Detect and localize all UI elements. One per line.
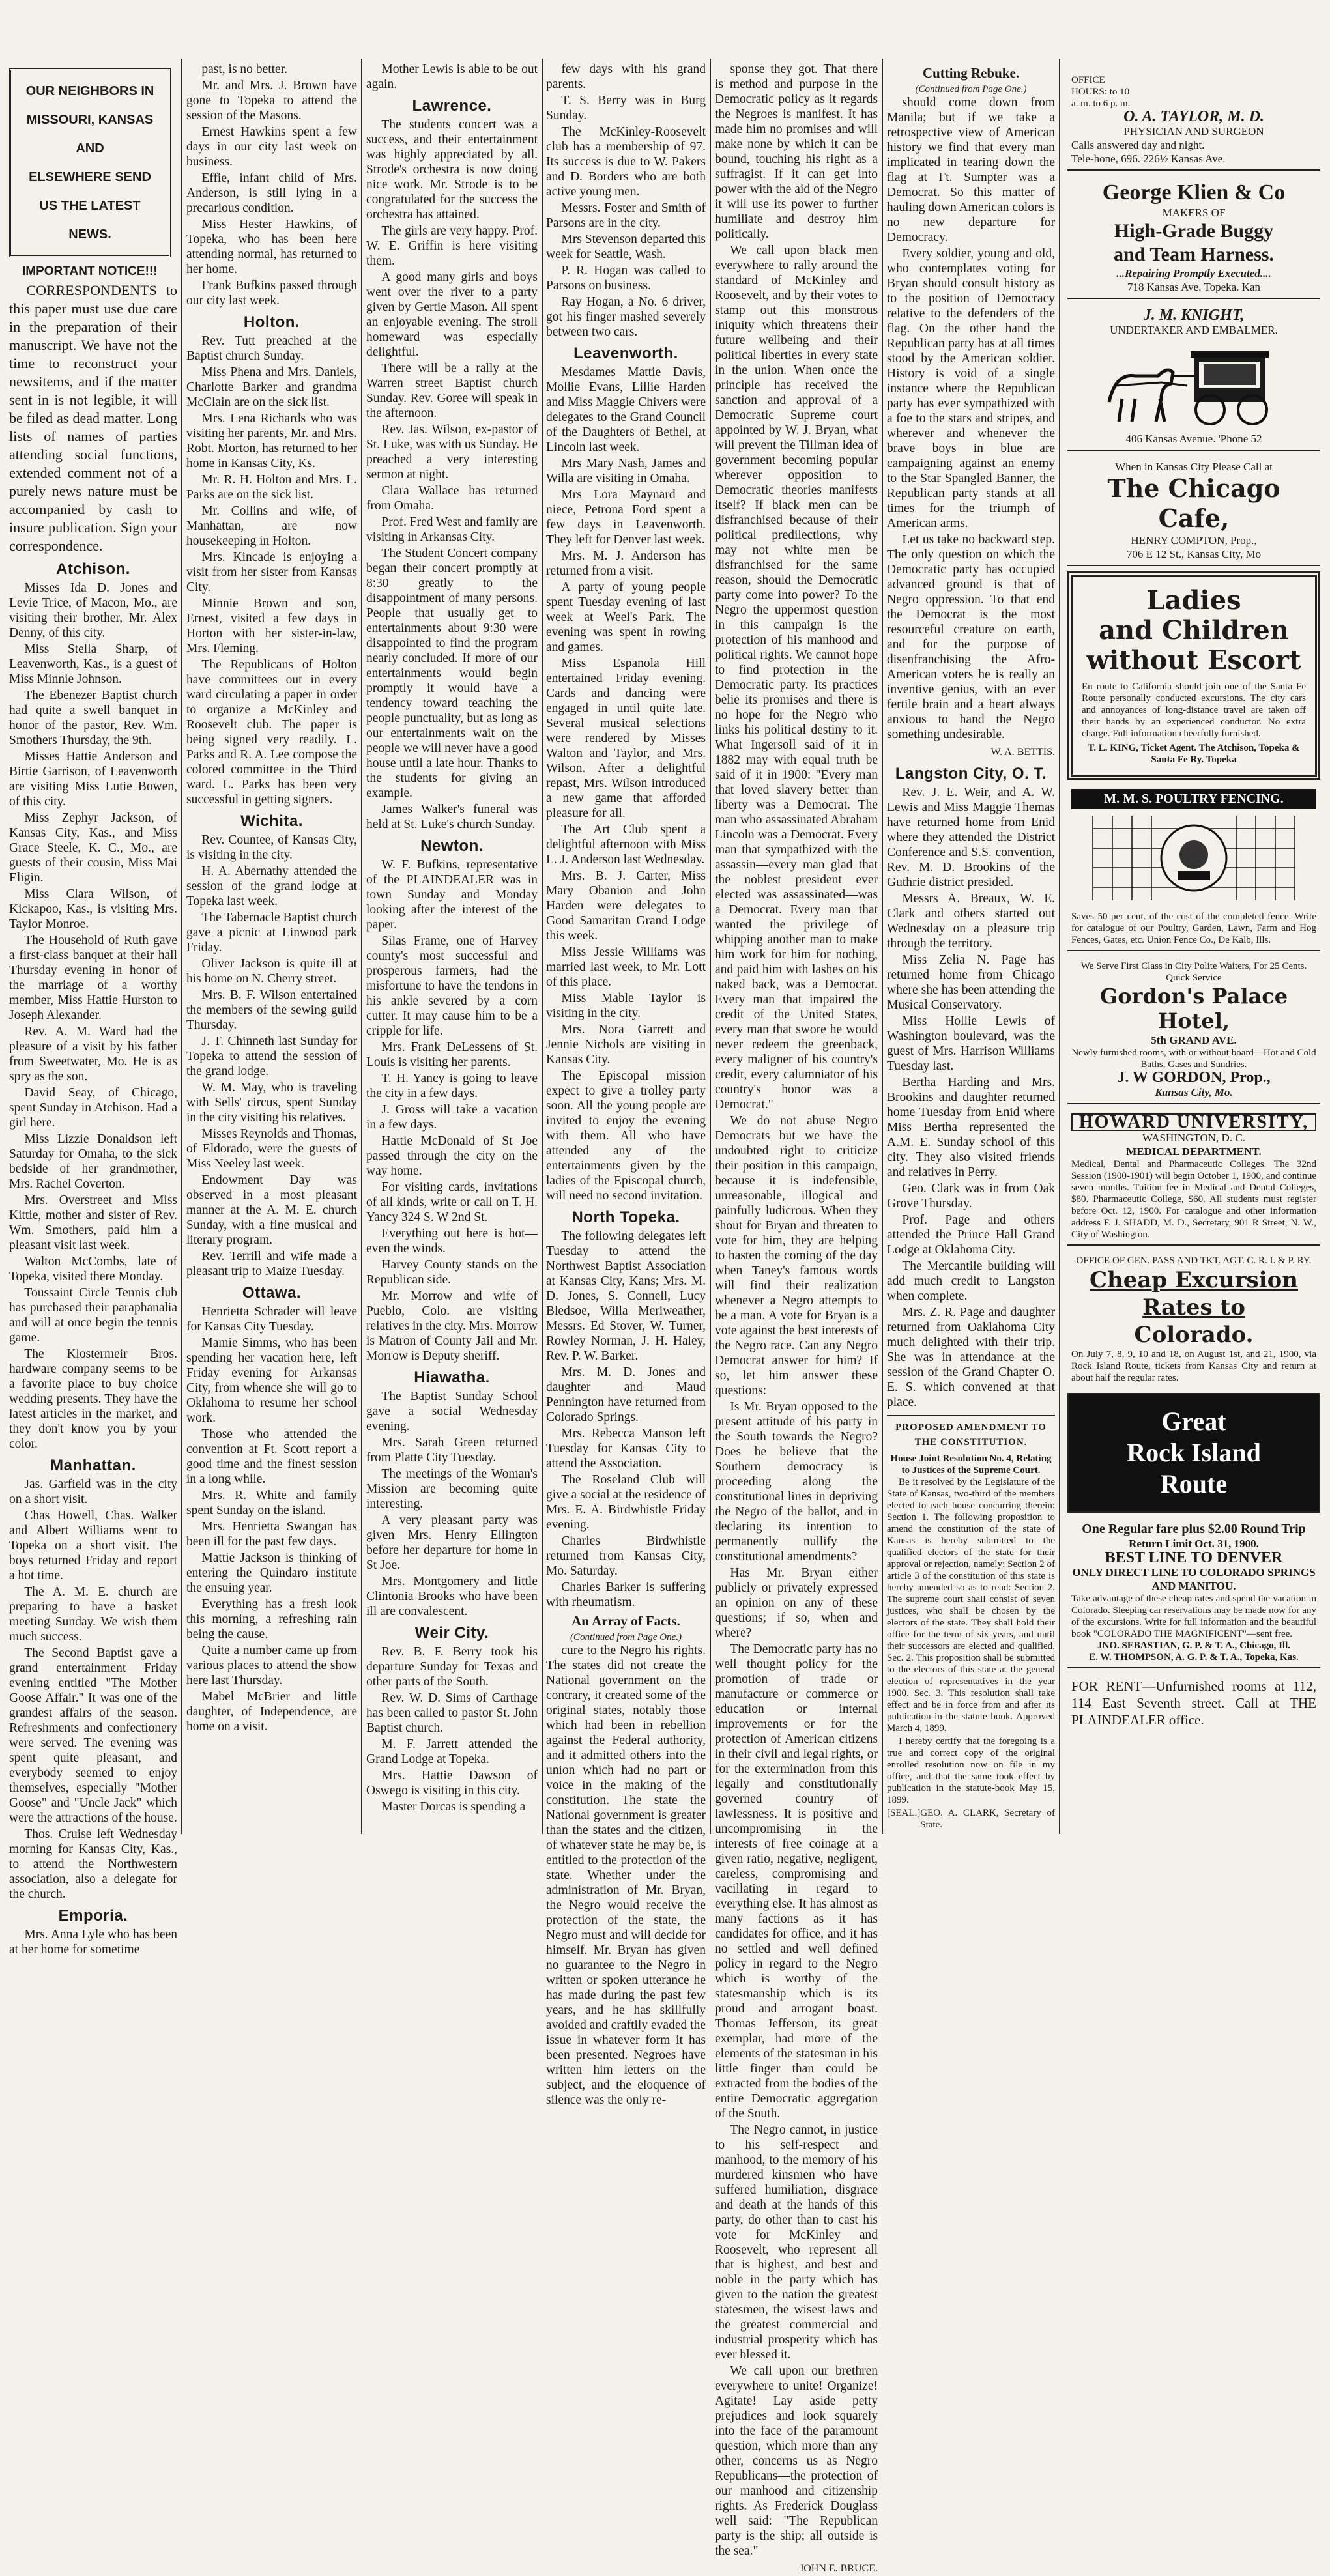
notice-body: CORRESPONDENTS to this paper must use due care in the preparation of their manuscript. We have not the time to reconstruct your newsitems, and if the matter sent in is not legible, it will be filed as dead matter. Long lists of names of parties attending social functions, extended comment not of a purely news nature must be accompanied by cash to insure publication. Sign your correspondence. xyxy=(9,282,177,554)
news-item: Mrs. Overstreet and Miss Kittie, mother and sister of Rev. Wm. Smothers, paid him a pleasant visit last week. xyxy=(9,1194,177,1252)
news-item: The Baptist Sunday School gave a social Wednesday evening. xyxy=(366,1390,538,1433)
news-item: Effie, infant child of Mrs. Anderson, is still lying in a precarious condition. xyxy=(186,171,357,215)
news-item: Quite a number came up from various places to attend the show here last Thursday. xyxy=(186,1644,357,1687)
news-item: W. M. May, who is traveling with Sells' circus, spent Sunday in the city visiting his relatives. xyxy=(186,1081,357,1124)
news-item: Henrietta Schrader will leave for Kansas City Tuesday. xyxy=(186,1305,357,1334)
news-item: Ray Hogan, a No. 6 driver, got his finger mashed severely between two cars. xyxy=(546,295,706,339)
section-heading: Ottawa. xyxy=(242,1284,302,1302)
section-heading: Lawrence. xyxy=(412,97,492,115)
news-item: few days with his grand parents. xyxy=(546,63,706,91)
news-item: H. A. Abernathy attended the session of the grand lodge at Topeka last week. xyxy=(186,865,357,908)
amendment-footer xyxy=(887,1807,1055,1831)
news-item: Let us take no backward step. The only question on which the Democratic party has occupied advanced ground is that of Negro oppression. To that end the Democrat is the most resourceful creature on earth, and for the purpose of disenfranchising the Afro-American voters he is really an inventive genius, with an ever fertile brain and a heart always anxious to hand the Negro something undesirable. xyxy=(887,533,1055,741)
weir-items xyxy=(366,1644,538,1814)
news-item: A very pleasant party was given Mrs. Henry Ellington before her departure for home in St Joe. xyxy=(366,1513,538,1572)
amendment-subheading: House Joint Resolution No. 4, Relating to Justices of the Supreme Court. xyxy=(890,1453,1052,1476)
news-item: For visiting cards, invitations of all kinds, write or call on T. H. Yancy 324 S. W 2nd St. xyxy=(366,1181,538,1224)
amendment-signature: GEO. A. CLARK, Secretary of State. xyxy=(920,1808,1055,1830)
column-rule xyxy=(361,59,362,1834)
excursion-rates-ad: OFFICE OF GEN. PASS AND TKT. AGT. C. R. I. & P. RY. Cheap Excursion Rates to Colorado. On July 7, 8, 9, 10 and 18, on August 1st, and 21, 1900, via Rock Island Route, tickets from Kansas City and return at about half the regular rates. xyxy=(1071,1255,1316,1383)
news-item: Mr. R. H. Holton and Mrs. L. Parks are on the sick list. xyxy=(186,473,357,502)
column-2 xyxy=(186,62,357,1834)
news-item: Endowment Day was observed in a most pleasant manner at the A. M. E. church Sunday, with a fine musical and literary program. xyxy=(186,1173,357,1247)
news-item: Chas Howell, Chas. Walker and Albert Williams went to Topeka on a short visit. The boys returned Friday and report a hot time. xyxy=(9,1509,177,1582)
news-item: W. F. Bufkins, representative of the PLAINDEALER was in town Sunday and Monday looking after the interest of the paper. xyxy=(366,858,538,932)
gordon-hotel-ad: We Serve First Class in City Polite Waiters, For 25 Cents. Quick Service Gordon's Palace Hotel, 5th GRAND AVE. Newly furnished rooms, with or without board—Hot and Cold Baths, Gases and Sundries. J. W GORDON, Prop., Kansas City, Mo. xyxy=(1067,956,1320,1104)
column-rule xyxy=(181,59,182,1834)
news-item: Mrs. Montgomery and little Clintonia Brooks who have been ill are convalescent. xyxy=(366,1575,538,1618)
news-item: Oliver Jackson is quite ill at his home on N. Cherry street. xyxy=(186,957,357,986)
continued-items xyxy=(546,62,706,339)
news-item: Master Dorcas is spending a xyxy=(381,1800,526,1814)
news-item: should come down from Manila; but if we take a retrospective view of American history we find that every man implicated in tearing down the flag at Ft. Sumpter was a Democrat. So this matter of hauling down American colors is no new departure for Democracy. xyxy=(887,96,1055,244)
news-item: The Roseland Club will give a social at the residence of Mrs. E. A. Birdwhistle Friday evening. xyxy=(546,1473,706,1532)
santa-fe-ad: Ladies and Children without Escort En route to California should join one of the Santa Fe Route personally conducted excursions. The city cars and annoyances of long-distance travel are taken off their hands by an experienced conductor. No extra charge. Full information cheerfully furnished. T. L. KING, Ticket Agent. The Atchison, Topeka & Santa Fe Ry. Topeka xyxy=(1067,571,1320,780)
news-item: Mrs. Sarah Green returned from Platte City Tuesday. xyxy=(366,1436,538,1465)
signature: JOHN E. BRUCE. xyxy=(799,2563,878,2574)
manhattan-items xyxy=(9,1477,177,1902)
column-rule xyxy=(542,59,543,1834)
news-item: Mrs. Hattie Dawson of Oswego is visiting in this city. xyxy=(366,1769,538,1797)
news-item: J. Gross will take a vacation in a few days. xyxy=(366,1103,538,1132)
news-item: The Klostermeir Bros. hardware company seems to be a favorite place to buy choice wedding presents. They have the latest articles in the market, and they don't know you by your color. xyxy=(9,1347,177,1451)
ottawa-items xyxy=(186,1304,357,1734)
wichita-items xyxy=(186,833,357,1279)
continued-note: (Continued from Page One.) xyxy=(570,1632,682,1642)
news-item: Misses Ida D. Jones and Levie Trice, of Macon, Mo., are visiting their brother, Mr. Alex Denny, of this city. xyxy=(9,581,177,640)
news-item: Mrs. B. J. Carter, Miss Mary Obanion and John Harden were delegates to Good Samaritan Grand Lodge this week. xyxy=(546,869,706,943)
lawrence-items xyxy=(366,117,538,832)
news-item: Miss Lizzie Donaldson left Saturday for Omaha, to the sick bedside of her grandmother, Mrs. Rachel Coverton. xyxy=(9,1132,177,1191)
column-rule xyxy=(710,59,711,1834)
section-heading: Atchison. xyxy=(56,560,130,578)
continued-items xyxy=(186,62,357,308)
news-item: Those who attended the convention at Ft. Scott report a good time and the finest session in a long while. xyxy=(186,1427,357,1486)
news-item: Miss Phena and Mrs. Daniels, Charlotte Barker and grandma McClain are on the sick list. xyxy=(186,365,357,409)
news-item: P. R. Hogan was called to Parsons on business. xyxy=(546,264,706,293)
news-item: The meetings of the Woman's Mission are becoming quite interesting. xyxy=(366,1467,538,1511)
news-item: Mrs. Henrietta Swangan has been ill for the past few days. xyxy=(186,1520,357,1549)
newton-items xyxy=(366,857,538,1364)
doctor-ad: OFFICE HOURS: to 10 a. m. to 6 p. m. O. A. TAYLOR, M. D. PHYSICIAN AND SURGEON Calls answered day and night. Tele-hone, 696. 226½ Kansas Ave. xyxy=(1067,70,1320,171)
news-item: A good many girls and boys went over the river to a party given by Gertie Mason. All spent an enjoyable evening. The stroll homeward was especially delightful. xyxy=(366,270,538,359)
column-ads xyxy=(1063,65,1324,1837)
news-item: Messrs. Foster and Smith of Parsons are in the city. xyxy=(546,201,706,230)
news-item: The Tabernacle Baptist church gave a picnic at Linwood park Friday. xyxy=(186,911,357,954)
column-rule xyxy=(882,59,883,1834)
news-item: Miss Zelia N. Page has returned home from Chicago where she has been attending the Musical Conservatory. xyxy=(887,953,1055,1012)
section-banner: OUR NEIGHBORS IN MISSOURI, KANSAS AND ELSEWHERE SEND US THE LATEST NEWS. xyxy=(9,68,171,257)
section-heading: Emporia. xyxy=(58,1907,128,1925)
column-3 xyxy=(366,62,538,1834)
news-item: Everything has a fresh look this morning, a refreshing rain being the cause. xyxy=(186,1597,357,1641)
news-item: Misses Hattie Anderson and Birtie Garrison, of Leavenworth are visiting Miss Lutie Bowen, of this city. xyxy=(9,750,177,809)
holton-items xyxy=(186,334,357,807)
news-item: Mrs Mary Nash, James and Willa are visiting in Omaha. xyxy=(546,457,706,485)
news-item: Mabel McBrier and little daughter, of Independence, are home on a visit. xyxy=(186,1690,357,1734)
fence-illustration xyxy=(1086,809,1301,907)
news-item: Is Mr. Bryan opposed to the present attitude of his party in the South towards the Negro? Does he believe that the Southern democracy is proceeding along the constitutional lines in depriving the Negro of the ballot, and in declaring its intention to permanently nullify the constitutional amendments? xyxy=(715,1400,878,1564)
news-item: Toussaint Circle Tennis club has purchased their paraphanalia and will at once begin the tennis game. xyxy=(9,1286,177,1345)
news-item: Mrs. Rebecca Manson left Tuesday for Kansas City to attend the Association. xyxy=(546,1427,706,1470)
news-item: We do not abuse Negro Democrats but we have the undoubted right to criticize their position in this campaign, because it is indefensible, unreasonable, illogical and painfully ludicrous. When they shout for Bryan and threaten to vote for him, they are helping to hasten the coming of the day when Taney's famous words will find their realization whenever a Negro attempts to be a man. A vote for Bryan is a vote against the best interests of the Negro race. Can any Negro Democrat answer for him? If so, let him answer these questions: xyxy=(715,1114,878,1397)
news-item: Harvey County stands on the Republican side. xyxy=(366,1258,538,1287)
news-item: Mrs. Kincade is enjoying a visit from her sister from Kansas City. xyxy=(186,551,357,594)
news-item: The Negro cannot, in justice to his self-respect and manhood, to the memory of his murdered kinsmen who have suffered humiliation, disgrace and death at the hands of this party, do other than to cast his vote for McKinley and Roosevelt, who represent all that is highest, and best and noble in the party which has given to the nation the greatest statesmen, the wisest laws and the greatest commercial and industrial prosperity which has ever blessed it. xyxy=(715,2123,878,2362)
news-item: Rev. B. F. Berry took his departure Sunday for Texas and other parts of the South. xyxy=(366,1645,538,1689)
news-item: The girls are very happy. Prof. W. E. Griffin is here visiting them. xyxy=(366,224,538,268)
news-item: Miss Zephyr Jackson, of Kansas City, Kas., and Miss Grace Steele, K. C., Mo., are guests of their cousin, Miss Mai Eligin. xyxy=(9,811,177,885)
news-item: Mrs. M. D. Jones and daughter and Maud Pennington have returned from Colorado Springs. xyxy=(546,1366,706,1424)
news-item: Mr. Morrow and wife of Pueblo, Colo. are visiting relatives in the city. Mrs. Morrow is Matron of County Jail and Mr. Morrow is Deputy sheriff. xyxy=(366,1289,538,1363)
news-item: Mr. Collins and wife, of Manhattan, are now housekeeping in Holton. xyxy=(186,504,357,548)
rock-island-details: One Regular fare plus $2.00 Round Trip Return Limit Oct. 31, 1900. BEST LINE TO DENVER ONLY DIRECT LINE TO COLORADO SPRINGS AND MANITOU. Take advantage of these cheap rates and spend the vacation in Colorado. Sleeping car reservations may be made now for any of the excursions. Write for full information and the beautiful book "COLORADO THE MAGNIFICENT"—sent free. JNO. SEBASTIAN, G. P. & T. A., Chicago, Ill. E. W. THOMPSON, A. G. P. & T. A., Topeka, Kas. xyxy=(1067,1518,1320,1668)
section-heading: Wichita. xyxy=(240,812,303,830)
news-item: Rev. Countee, of Kansas City, is visiting in the city. xyxy=(186,833,357,862)
news-item: Thos. Cruise left Wednesday morning for Kansas City, Kas., to attend the Northwestern association, also a delegate for the church. xyxy=(9,1827,177,1901)
news-item: Everything out here is hot—even the winds. xyxy=(366,1227,538,1255)
news-item: Ernest Hawkins spent a few days in our city last week on business. xyxy=(186,125,357,169)
chicago-cafe-ad: When in Kansas City Please Call at The Chicago Cafe, HENRY COMPTON, Prop., 706 E 12 St., Kansas City, Mo xyxy=(1067,456,1320,566)
news-item: Rev. A. M. Ward had the pleasure of a visit by his father from Sweetwater, Mo. He is as spry as the son. xyxy=(9,1025,177,1083)
section-heading: North Topeka. xyxy=(571,1209,680,1226)
news-item: Rev. W. D. Sims of Carthage has been called to pastor St. John Baptist church. xyxy=(366,1691,538,1735)
news-item: The Episcopal mission expect to give a trolley party soon. All the young people are invited to enjoy the evening with them. All who have attended any of the entertainments given by the ladies of the Episcopal church, will need no second invitation. xyxy=(546,1069,706,1203)
facts-items xyxy=(546,1643,706,2108)
news-item: Miss Mable Taylor is visiting in the city. xyxy=(546,992,706,1020)
news-item: past, is no better. xyxy=(201,63,287,76)
column-4 xyxy=(546,62,706,2107)
langston-items xyxy=(887,785,1055,1410)
news-item: Mrs. Frank DeLessens of St. Louis is visiting her parents. xyxy=(366,1040,538,1069)
news-item: Has Mr. Bryan either publicly or privately expressed an opinion on any of these questions; if so, when and where? xyxy=(715,1566,878,1640)
news-item: Walton McCombs, late of Topeka, visited there Monday. xyxy=(9,1255,177,1283)
section-heading: Weir City. xyxy=(414,1624,489,1642)
news-item: Rev. Jas. Wilson, ex-pastor of St. Luke, was with us Sunday. He preached a very interesting sermon at night. xyxy=(366,423,538,481)
news-item: There will be a rally at the Warren street Baptist church Sunday. Rev. Goree will speak in the afternoon. xyxy=(366,362,538,420)
column-5 xyxy=(715,62,878,2574)
news-item: T. S. Berry was in Burg Sunday. xyxy=(546,94,706,122)
continued-items xyxy=(366,62,538,92)
news-item: Mrs. Anna Lyle who has been at her home for sometime xyxy=(9,1928,177,1956)
news-item: James Walker's funeral was held at St. Luke's church Sunday. xyxy=(366,803,538,831)
news-item: Mesdames Mattie Davis, Mollie Evans, Lillie Harden and Miss Maggie Chivers were delegates to the Grand Council of the Daughters of Bethel, at Lincoln last week. xyxy=(546,365,706,454)
news-item: Mother Lewis is able to be out again. xyxy=(366,63,538,91)
atchison-items xyxy=(9,580,177,1452)
news-item: Miss Espanola Hill entertained Friday evening. Cards and dancing were engaged in until quite late. Several musical selections were rendered by Misses Walton and Taylor, and Mrs. Wilson. After a delightful repast, Mrs. Wilson introduced a new game that afforded pleasure for all. xyxy=(546,657,706,820)
column-rule xyxy=(1059,59,1060,1834)
news-item: M. F. Jarrett attended the Grand Lodge at Topeka. xyxy=(366,1738,538,1766)
hiawatha-items xyxy=(366,1389,538,1619)
section-heading: Hiawatha. xyxy=(414,1369,490,1386)
news-item: Rev. J. E. Weir, and A. W. Lewis and Miss Maggie Themas have returned home from Enid where they attended the District Conference and S.S. convention, Rev. M. D. Brookins of the Guthrie district presided. xyxy=(887,786,1055,889)
column-1 xyxy=(9,62,177,1956)
poultry-fence-ad: M. M. S. POULTRY FENCING. Saves 50 per cent. of the cost of the completed fence. Write for catalogue of our Poultry, Garden, Lawn, Farm and Hog Fences, Gates, etc. Union Fence Co., De Kalb, Ills. xyxy=(1067,785,1320,951)
news-item: J. T. Chinneth last Sunday for Topeka to attend the session of the grand lodge. xyxy=(186,1035,357,1078)
news-item: cure to the Negro his rights. The states did not create the National government on the contrary, it created some of the original states, notably those which had been in rebellion against the Federal authority, and it admitted others into the union which had no part or voice in the making of the constitution. The state—the National government is greater than the states and the citizen, of whatever state he may be, is entitled to the protection of the state. Whether under the administration of Mr. Bryan, the Negro would receive the protection of the state, the Negro must and will decide for himself. Mr. Bryan has given no guarantee to the Negro in written or spoken utterance he has made during the past few years, and he has skillfully avoided and craftily evaded the issue in whatever form it has been presented. Negroes have written him letters on the subject, and the eloquence of silence was the only re- xyxy=(546,1644,706,2107)
signature: W. A. BETTIS. xyxy=(990,747,1055,758)
rock-island-ad: Great Rock Island Route xyxy=(1067,1393,1320,1513)
news-item: Mattie Jackson is thinking of entering the Quindaro institute the ensuing year. xyxy=(186,1551,357,1595)
news-item: Miss Jessie Williams was married last week, to Mr. Lott of this place. xyxy=(546,945,706,989)
news-item: Miss Hester Hawkins, of Topeka, who has been here attending normal, has returned to her home. xyxy=(186,218,357,276)
news-item: Hattie McDonald of St Joe passed through the city on the way home. xyxy=(366,1134,538,1178)
news-item: The Student Concert company began their concert promptly at 8:30 greatly to the disappointment of many persons. People that usually get to entertainments about 9:30 were disappointed to find the program nearly concluded. If more of our entertainments would begin promptly it would have a tendency toward teaching the people punctuality, but as long as our entertainments wait on the people we will never have a good house until a late hour. Thanks to the students for giving an example. xyxy=(366,547,538,800)
news-item: Misses Reynolds and Thomas, of Eldorado, were the guests of Miss Neeley last week. xyxy=(186,1127,357,1171)
news-item: Mrs. Nora Garrett and Jennie Nichols are visiting in Kansas City. xyxy=(546,1023,706,1066)
news-item: Silas Frame, one of Harvey county's most successful and prosperous farmers, had the misfortune to have the tendons in his ankle severed by a corn cutter. It may cause him to be a cripple for life. xyxy=(366,934,538,1038)
news-item: Charles Barker is suffering with rheumatism. xyxy=(546,1581,706,1609)
rebuke-items xyxy=(887,95,1055,742)
editorial-items xyxy=(715,62,878,2558)
news-item: Mr. and Mrs. J. Brown have gone to Topeka to attend the session of the Masons. xyxy=(186,79,357,122)
amendment-certificate: I hereby certify that the foregoing is a true and correct copy of the original enrolled resolution now on file in my office, and that the same took effect by publication in the statute-book May 15, 1899. xyxy=(887,1736,1055,1805)
amendment-body: Be it resolved by the Legislature of the State of Kansas, two-third of the members elected to each house concurring therein: Section 1. The following proposition to amend the constitution of the state of Kansas is hereby submitted to the qualified electors of the state for their approval or rejection, namely: Section 2 of article 3 of the constitution of this state is hereby amended so as to read: Section 2. The supreme court shall consist of seven justices, who shall be chosen by the electors of the state. They shall hold their office for the term of six years, and until their successors are elected and qualified. Sec. 2. This proposition shall be submitted to the electors of this state at the general election of representatives in the year 1900. Sec. 3. This resolution shall take effect and be in force from and after its publication in the statute book. Approved March 4, 1899. xyxy=(887,1477,1055,1734)
news-item: Clara Wallace has returned from Omaha. xyxy=(366,484,538,513)
news-item: Prof. Page and others attended the Prince Hall Grand Lodge at Oklahoma City. xyxy=(887,1213,1055,1257)
news-item: Frank Bufkins passed through our city last week. xyxy=(186,279,357,308)
news-item: The Ebenezer Baptist church had quite a swell banquet in honor of the pastor, Rev. Wm. Smothers Thursday, the 9th. xyxy=(9,689,177,747)
news-item: The McKinley-Roosevelt club has a membership of 97. Its success is due to W. Pakers and D. Borders who are both active young men. xyxy=(546,125,706,199)
article-heading: Cutting Rebuke. xyxy=(922,65,1020,81)
news-item: The Mercantile building will add much credit to Langston when complete. xyxy=(887,1259,1055,1303)
article-heading: An Array of Facts. xyxy=(571,1613,680,1629)
notice-heading: IMPORTANT NOTICE!!! xyxy=(22,265,158,278)
section-heading: Langston City, O. T. xyxy=(895,765,1047,782)
news-item: T. H. Yancy is going to leave the city in a few days. xyxy=(366,1072,538,1100)
seal-label: [SEAL.] xyxy=(887,1808,921,1818)
north-topeka-items xyxy=(546,1229,706,1610)
continued-note: (Continued from Page One.) xyxy=(915,84,1027,94)
news-item: We call upon our brethren everywhere to unite! Organize! Agitate! Lay aside petty prejudices and look squarely into the face of the paramount question, which more than any other, concerns us as Negro Republicans—the protection of our manhood and citizenship rights. As Frederick Douglass well said: "The Republican party is the ship; all outside is the sea." xyxy=(715,2364,878,2558)
news-item: David Seay, of Chicago, spent Sunday in Atchison. Had a girl here. xyxy=(9,1086,177,1130)
news-item: Mrs. Z. R. Page and daughter returned from Oaklahoma City much delighted with their trip. She was in attendance at the session of the Grand Chapter O. E. S. which convened at that place. xyxy=(887,1306,1055,1409)
news-item: Messrs A. Breaux, W. E. Clark and others started out Wednesday on a pleasure trip through the territory. xyxy=(887,892,1055,951)
news-item: The Republicans of Holton have committees out in every ward circulating a paper in order to organize a McKinley and Roosevelt club. The paper is being signed very readily. L. Parks and R. A. Lee compose the colored committee in the Third ward. L. Parks has been very successful in getting signers. xyxy=(186,658,357,807)
news-item: Mamie Simms, who has been spending her vacation here, left Friday evening for Arkansas City, from whence she will go to Oklahoma to resume her school work. xyxy=(186,1336,357,1425)
leavenworth-items xyxy=(546,365,706,1203)
knight-ad: J. M. KNIGHT, UNDERTAKER AND EMBALMER. 406 Kansas Avenue. 'Phone 52 xyxy=(1067,304,1320,451)
news-item: Mrs Stevenson departed this week for Seattle, Wash. xyxy=(546,233,706,261)
section-heading: Leavenworth. xyxy=(573,345,678,362)
news-item: Miss Clara Wilson, of Kickapoo, Kas., is visiting Mrs. Taylor Monroe. xyxy=(9,887,177,931)
hearse-illustration xyxy=(1096,337,1292,428)
for-rent-ad: FOR RENT—Unfurnished rooms at 112, 114 East Seventh street. Call at THE PLAINDEALER office. xyxy=(1071,1678,1316,1728)
news-item: Mrs Lora Maynard and niece, Petrona Ford spent a few days in Leavenworth. They left for Denver last week. xyxy=(546,488,706,547)
klien-ad: George Klien & Co MAKERS OF High-Grade Buggy and Team Harness. ...Repairing Promptly Executed.... 718 Kansas Ave. Topeka. Kan xyxy=(1067,176,1320,299)
news-item: Geo. Clark was in from Oak Grove Thursday. xyxy=(887,1182,1055,1210)
section-heading: Holton. xyxy=(243,313,300,331)
news-item: We call upon black men everywhere to rally around the standard of McKinley and Roosevelt, and by their votes to stamp out this monstrous iniquity which threatens their future wellbeing and their political liberties in every state in the union. When once the principle has received the sanction and approval of a Democratic Supreme court appointed by W. J. Bryan, what will prevent the Tillman idea of government becoming popular wherever opposition to Democratic theories manifests itself? If black men can be disfranchised because of their political predilections, why may not white men be disfranchised for the same reason, should the Democratic party come into power? To the Negro the uppermost question in this campaign is the protection of his manhood and political rights. We cannot hope to find protection in the Democratic party. Its practices belie its promises and there is no hope for the Negro who links his political destiny to it. What Ingersoll said of it in 1882 may with equal truth be said of it in 1900: "Every man that loved slavery better than liberty was a Democrat. The man who assassinated Abraham Lincoln was a Democrat. Every man that sympathized with the assassin—every man glad that the noblest president ever elected was assassinated—was a Democrat. Every man that wanted the privilege of whipping another man to make him work for him for nothing, and paid him with lashes on his naked back, was a Democrat. Every man that impaired the credit of the United States, every man that swore he would never redeem the greenback, every maligner of his country's credit, every calumniator of his country's honor was a Democrat." xyxy=(715,244,878,1111)
news-item: Bertha Harding and Mrs. Brookins and daughter returned home Tuesday from Enid where Miss Bertha represented the A.M. E. Sunday school of this city. They also visited friends and relatives in Perry. xyxy=(887,1076,1055,1179)
news-item: The A. M. E. church are preparing to have a basket meeting Sunday. We wish them much success. xyxy=(9,1585,177,1644)
news-item: Mrs. M. J. Anderson has returned from a visit. xyxy=(546,549,706,578)
howard-university-ad: HOWARD UNIVERSITY, WASHINGTON, D. C. MEDICAL DEPARTMENT. Medical, Dental and Pharmaceutic Colleges. The 32nd Session (1900-1901) will begin October 1, 1900, and continue seven months. Tuition fee in Medical and Dental Colleges, $80. Pharmaceutic College, $60. All students must register before Oct. 12, 1900. For catalogue and other information address F. J. SHADD, M. D., Secretary, 901 R Street, N. W., City of Washington. xyxy=(1067,1109,1320,1246)
news-item: Rev. Terrill and wife made a pleasant trip to Maize Tuesday. xyxy=(186,1250,357,1278)
news-item: Jas. Garfield was in the city on a short visit. xyxy=(9,1478,177,1506)
news-item: The students concert was a success, and their entertainment was highly appreciated by all. Strode's orchestra is now doing nice work. Mr. Strode is to be congratulated for the success the orchestra has attained. xyxy=(366,118,538,222)
news-item: Mrs. R. White and family spent Sunday on the island. xyxy=(186,1489,357,1517)
news-item: The Second Baptist gave a grand entertainment Friday evening entitled "The Mother Goose Affair." It was one of the grandest affairs of the season. Refreshments and confectionery were served. The evening was spent quite pleasant, and everybody seemed to enjoy themselves, especially "Mother Goose" and "Uncle Jack" which were the attractions of the house. xyxy=(9,1646,177,1825)
news-item: The Art Club spent a delightful afternoon with Miss L. J. Anderson last Wednesday. xyxy=(546,823,706,866)
news-item: Mrs. Lena Richards who was visiting her parents, Mr. and Mrs. Robt. Morton, has returned to her home in Kansas City, Ks. xyxy=(186,412,357,470)
emporia-items xyxy=(9,1927,177,1957)
column-6 xyxy=(887,62,1055,1834)
news-item: Miss Stella Sharp, of Leavenworth, Kas., is a guest of Miss Minnie Johnson. xyxy=(9,642,177,686)
news-item: Miss Hollie Lewis of Washington boulevard, was the guest of Mrs. Harrison Williams Tuesday last. xyxy=(887,1014,1055,1073)
news-item: A party of young people spent Tuesday evening of last week at Weel's Park. The evening was spent in rowing and games. xyxy=(546,580,706,654)
news-item: sponse they got. That there is method and purpose in the Democratic policy as it regards the Negroes is manifest. It has made him no promises and will make none by which it can be bound, touching his right as a suffragist. If it can get into power with the aid of the Negro it will use its power to further humiliate and destroy him politically. xyxy=(715,63,878,241)
news-item: Rev. Tutt preached at the Baptist church Sunday. xyxy=(186,334,357,363)
news-item: The following delegates left Tuesday to attend the Northwest Baptist Association at Kansas City, Kans; Mrs. M. D. Jones, S. Connell, Lucy Bledsoe, Willa Meriweather, Messrs. Ed Stover, W. Turner, Rowley Norman, J. H. Haley, Rev. P. W. Barker. xyxy=(546,1229,706,1363)
section-heading: Manhattan. xyxy=(50,1457,136,1474)
section-heading: Newton. xyxy=(420,837,484,855)
news-item: Charles Birdwhistle returned from Kansas City, Mo. Saturday. xyxy=(546,1534,706,1578)
news-item: The Democratic party has no well thought policy for the promotion of trade or manufacture or commerce or education or internal improvements or for the protection of American citizens in their civil and legal rights, or for the extermination from this legally and constitutionally governed country of lawlessness. It is positive and uncompromising in the interests of free coinage at a given ratio, negative, negligent, careless, compromising and vacillating in regard to everything else. It has almost as many factions as it has candidates for office, and it has no settled and well defined policy in regard to the Negro which is worthy of the statesmanship which is its proud and arrogant boast. Thomas Jefferson, its great exemplar, had more of the elements of the statesman in his little finger than could be extracted from the bodies of the entire Democratic aggregation of the South. xyxy=(715,1642,878,2121)
news-item: Minnie Brown and son, Ernest, visited a few days in Horton with her sister-in-law, Mrs. Fleming. xyxy=(186,597,357,655)
news-item: Every soldier, young and old, who contemplates voting for Bryan should consult history as to the position of Democracy relative to the defenders of the flag. On the other hand the Republican party has at all times stood by the American soldier. History is void of a single instance where the Republican party has ever sympathized with a foe to the stars and stripes, and wherever and whenever the brave boys in blue are campaigning against an enemy to the Star Spangled Banner, the Republican party stands at all times for the triumph of American arms. xyxy=(887,247,1055,530)
news-item: Prof. Fred West and family are visiting in Arkansas City. xyxy=(366,515,538,544)
amendment-heading: PROPOSED AMENDMENT TO THE CONSTITUTION. xyxy=(887,1415,1055,1450)
news-item: Mrs. B. F. Wilson entertained the members of the sewing guild Thursday. xyxy=(186,988,357,1032)
news-item: The Household of Ruth gave a first-class banquet at their hall Thursday evening in honor of the marriage of a worthy member, Miss Hattie Hurston to Joseph Alexander. xyxy=(9,934,177,1022)
